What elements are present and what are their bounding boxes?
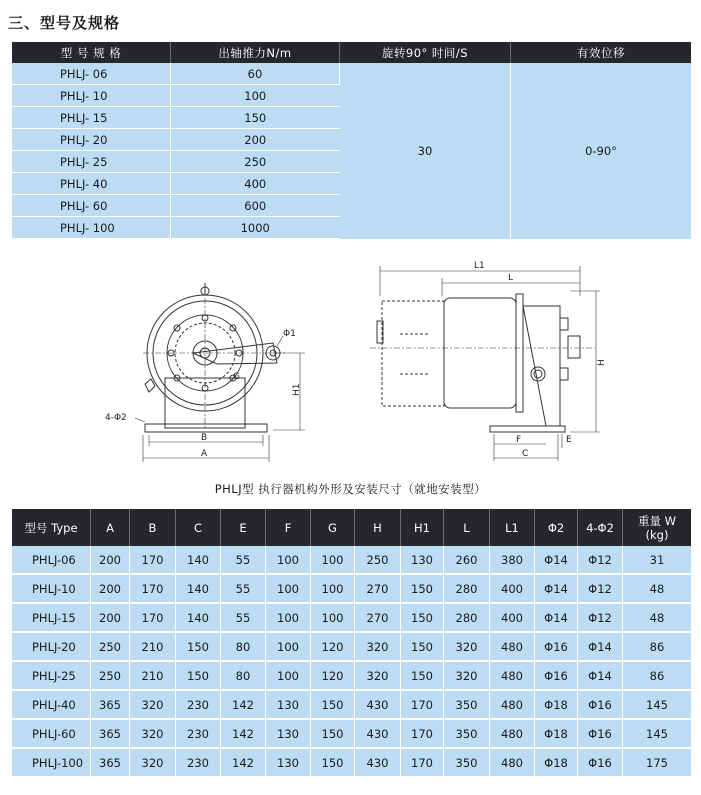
dim-value-cell: 480 (490, 748, 535, 777)
dim-value-cell: 200 (91, 574, 130, 603)
dim-value-cell: Φ16 (578, 748, 623, 777)
side-view-diagram (370, 256, 610, 468)
label-c: C (522, 449, 529, 459)
dim-value-cell: Φ16 (578, 719, 623, 748)
dim-value-cell: 170 (130, 574, 176, 603)
dim-row (12, 690, 691, 719)
dim-value-cell: 230 (176, 690, 221, 719)
dim-value-cell: Φ18 (535, 690, 578, 719)
force-cell: 150 (171, 107, 340, 129)
dim-value-cell: 150 (401, 661, 444, 690)
dim-value-cell: 365 (91, 690, 130, 719)
dim-value-cell: 150 (401, 603, 444, 632)
dim-model-cell: PHLJ-15 (12, 603, 91, 632)
dim-model-cell: PHLJ-10 (12, 574, 91, 603)
label-l: L (508, 273, 514, 283)
dim-value-cell: 320 (444, 661, 490, 690)
dim-value-cell: 150 (176, 661, 221, 690)
model-cell: PHLJ- 100 (12, 217, 171, 239)
spec-table-header (12, 42, 691, 63)
force-cell: 250 (171, 151, 340, 173)
dim-value-cell: Φ16 (535, 661, 578, 690)
spec-table (12, 42, 691, 239)
dim-value-cell: 140 (176, 574, 221, 603)
dim-value-cell: 100 (266, 603, 311, 632)
dim-value-cell: 380 (490, 546, 535, 574)
dim-value-cell: Φ12 (578, 603, 623, 632)
dim-value-cell: 480 (490, 661, 535, 690)
dim-value-cell: 270 (355, 603, 401, 632)
dim-header-cell: Φ2 (535, 509, 578, 546)
dim-value-cell: 200 (91, 546, 130, 574)
dim-value-cell: 150 (176, 632, 221, 661)
dim-model-cell: PHLJ-40 (12, 690, 91, 719)
dim-row (12, 546, 691, 574)
dim-value-cell: Φ12 (578, 546, 623, 574)
dim-value-cell: 480 (490, 690, 535, 719)
dim-header-cell: E (221, 509, 266, 546)
dim-value-cell: 120 (311, 632, 355, 661)
dim-value-cell: 320 (130, 719, 176, 748)
dim-row (12, 748, 691, 777)
dim-model-cell: PHLJ-06 (12, 546, 91, 574)
dim-value-cell: 430 (355, 719, 401, 748)
dim-value-cell: 55 (221, 546, 266, 574)
dim-value-cell: 100 (311, 603, 355, 632)
dim-value-cell: Φ14 (578, 632, 623, 661)
diagram-caption: PHLJ型 执行器机构外形及安装尺寸（就地安装型） (214, 482, 487, 496)
dim-row (12, 661, 691, 690)
dim-value-cell: 280 (444, 603, 490, 632)
dim-value-cell: 100 (311, 574, 355, 603)
dim-model-cell: PHLJ-100 (12, 748, 91, 777)
header-model: 型 号 规 格 (12, 42, 171, 63)
dim-value-cell: Φ12 (578, 574, 623, 603)
dim-value-cell: 48 (623, 574, 692, 603)
dim-value-cell: 100 (266, 546, 311, 574)
dim-value-cell: Φ16 (578, 690, 623, 719)
dimension-table (12, 509, 691, 778)
dim-value-cell: 170 (401, 748, 444, 777)
dim-value-cell: 150 (311, 748, 355, 777)
dim-value-cell: Φ14 (578, 661, 623, 690)
force-cell: 60 (171, 63, 340, 85)
dim-value-cell: 365 (91, 748, 130, 777)
dim-value-cell: 320 (355, 661, 401, 690)
label-e: E (566, 435, 572, 445)
model-cell: PHLJ- 20 (12, 129, 171, 151)
dim-model-cell: PHLJ-60 (12, 719, 91, 748)
header-displacement: 有效位移 (511, 42, 692, 63)
label-a: A (201, 449, 208, 459)
force-cell: 400 (171, 173, 340, 195)
dim-value-cell: 140 (176, 603, 221, 632)
dim-value-cell: 80 (221, 661, 266, 690)
dim-value-cell: 230 (176, 748, 221, 777)
dim-header-cell: F (266, 509, 311, 546)
dim-value-cell: Φ16 (535, 632, 578, 661)
dim-value-cell: 170 (130, 603, 176, 632)
dim-model-cell: PHLJ-20 (12, 632, 91, 661)
model-cell: PHLJ- 10 (12, 85, 171, 107)
displacement-cell: 0-90° (511, 63, 692, 239)
dim-header-cell: B (130, 509, 176, 546)
force-cell: 200 (171, 129, 340, 151)
dim-value-cell: 365 (91, 719, 130, 748)
label-g: G (233, 372, 240, 382)
dim-header-cell: 重量 W (kg) (623, 509, 692, 546)
dim-value-cell: Φ18 (535, 719, 578, 748)
label-h: H (597, 359, 607, 366)
dim-value-cell: 320 (130, 690, 176, 719)
dim-value-cell: 200 (91, 603, 130, 632)
model-cell: PHLJ- 25 (12, 151, 171, 173)
dim-value-cell: 350 (444, 719, 490, 748)
dim-value-cell: 100 (266, 574, 311, 603)
dim-value-cell: 120 (311, 661, 355, 690)
dim-value-cell: 48 (623, 603, 692, 632)
dim-value-cell: 130 (266, 719, 311, 748)
dim-model-cell: PHLJ-25 (12, 661, 91, 690)
dim-value-cell: 130 (266, 748, 311, 777)
front-view-diagram (105, 278, 310, 468)
dim-value-cell: 170 (401, 690, 444, 719)
dim-header-cell: C (176, 509, 221, 546)
dim-value-cell: 430 (355, 748, 401, 777)
dim-value-cell: 100 (266, 632, 311, 661)
dim-value-cell: 130 (401, 546, 444, 574)
dim-value-cell: 55 (221, 574, 266, 603)
dim-row (12, 574, 691, 603)
dim-value-cell: 260 (444, 546, 490, 574)
dim-value-cell: 145 (623, 719, 692, 748)
dim-value-cell: 140 (176, 546, 221, 574)
dim-value-cell: 430 (355, 690, 401, 719)
dim-row (12, 603, 691, 632)
dim-value-cell: 150 (311, 719, 355, 748)
dim-value-cell: 350 (444, 748, 490, 777)
dim-value-cell: 86 (623, 632, 692, 661)
dim-value-cell: 86 (623, 661, 692, 690)
force-cell: 600 (171, 195, 340, 217)
dim-value-cell: 142 (221, 748, 266, 777)
dim-value-cell: Φ14 (535, 546, 578, 574)
section-title: 三、型号及规格 (8, 14, 121, 32)
label-b: B (201, 433, 208, 443)
label-f: F (516, 435, 522, 445)
dim-value-cell: 100 (311, 546, 355, 574)
header-rotation-time: 旋转90° 时间/S (340, 42, 511, 63)
label-4phi2: 4-Φ2 (105, 413, 127, 423)
dim-value-cell: 400 (490, 574, 535, 603)
dim-value-cell: Φ14 (535, 603, 578, 632)
model-cell: PHLJ- 40 (12, 173, 171, 195)
force-cell: 1000 (171, 217, 340, 239)
dim-value-cell: 320 (444, 632, 490, 661)
dim-row (12, 632, 691, 661)
rotation-time-cell: 30 (340, 63, 511, 239)
dim-header-cell: 型号 Type (12, 509, 91, 546)
dim-value-cell: 270 (355, 574, 401, 603)
dim-value-cell: 100 (266, 661, 311, 690)
dim-value-cell: 142 (221, 719, 266, 748)
dim-value-cell: 210 (130, 632, 176, 661)
dim-value-cell: 320 (355, 632, 401, 661)
dim-header-cell: 4-Φ2 (578, 509, 623, 546)
dim-value-cell: 250 (91, 632, 130, 661)
dim-value-cell: 170 (130, 546, 176, 574)
dim-value-cell: 480 (490, 719, 535, 748)
spec-row (12, 63, 691, 85)
dim-value-cell: 230 (176, 719, 221, 748)
dim-value-cell: 170 (401, 719, 444, 748)
label-h1: H1 (292, 383, 302, 396)
model-cell: PHLJ- 60 (12, 195, 171, 217)
dim-value-cell: 55 (221, 603, 266, 632)
dim-header-cell: L1 (490, 509, 535, 546)
dim-value-cell: 250 (355, 546, 401, 574)
model-cell: PHLJ- 15 (12, 107, 171, 129)
model-cell: PHLJ- 06 (12, 63, 171, 85)
dim-value-cell: Φ18 (535, 748, 578, 777)
dim-value-cell: 210 (130, 661, 176, 690)
header-force: 出轴推力N/m (171, 42, 340, 63)
label-phi1: Φ1 (283, 329, 296, 339)
label-l1: L1 (474, 261, 485, 271)
dim-value-cell: 480 (490, 632, 535, 661)
dim-value-cell: 250 (91, 661, 130, 690)
dim-value-cell: 130 (266, 690, 311, 719)
dim-value-cell: 400 (490, 603, 535, 632)
dim-value-cell: 150 (401, 632, 444, 661)
dim-header-cell: A (91, 509, 130, 546)
force-cell: 100 (171, 85, 340, 107)
dim-header-cell: L (444, 509, 490, 546)
dim-header-cell: H1 (401, 509, 444, 546)
dim-header-cell: G (311, 509, 355, 546)
dim-value-cell: 31 (623, 546, 692, 574)
dim-value-cell: 150 (401, 574, 444, 603)
dim-value-cell: 142 (221, 690, 266, 719)
dim-value-cell: 80 (221, 632, 266, 661)
dim-header-cell: H (355, 509, 401, 546)
dim-value-cell: Φ14 (535, 574, 578, 603)
dim-row (12, 719, 691, 748)
dimension-table-header (12, 509, 691, 546)
dim-value-cell: 150 (311, 690, 355, 719)
dim-value-cell: 175 (623, 748, 692, 777)
dim-value-cell: 350 (444, 690, 490, 719)
dim-value-cell: 280 (444, 574, 490, 603)
dim-value-cell: 145 (623, 690, 692, 719)
dim-value-cell: 320 (130, 748, 176, 777)
